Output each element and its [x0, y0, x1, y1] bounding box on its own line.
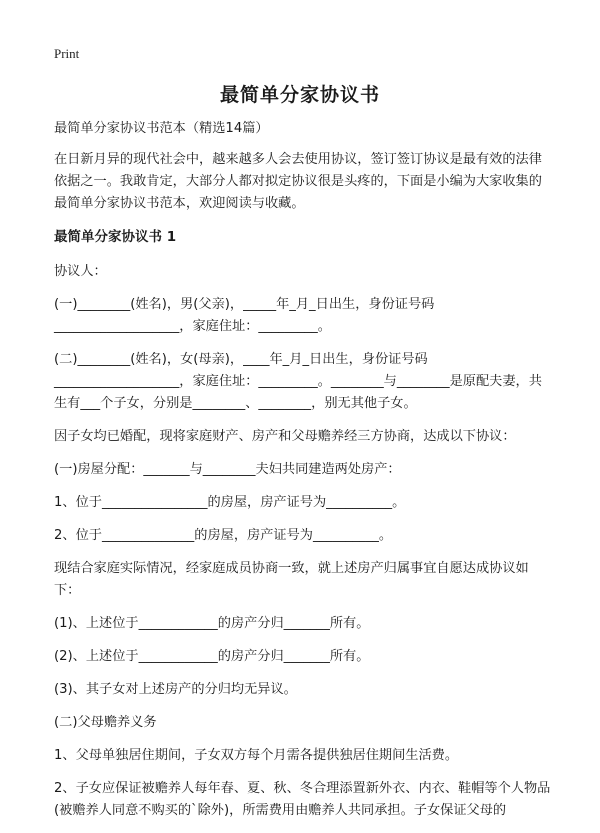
document-body — [54, 118, 552, 833]
section-heading: 最简单分家协议书 1 — [54, 229, 177, 245]
paragraph-support-2: 2、子女应保证被赡养人每年春、夏、秋、冬合理添置新外衣、内衣、鞋帽等个人物品(被赡养人同意不购买的`除外)，所需费用由赡养人共同承担。子女保证父母的 — [54, 781, 551, 818]
paragraph-father: (一)________(姓名)，男(父亲)，_____年_月_日出生，身份证号码___________________，家庭住址：_________。 — [54, 297, 435, 334]
paragraph-house-1: 1、位于________________的房屋，房产证号为__________。 — [54, 495, 406, 510]
paragraph-support-heading: (二)父母赡养义务 — [54, 715, 157, 730]
paragraph-consensus: 现结合家庭实际情况，经家庭成员协商一致，就上述房产归属事宜自愿达成协议如下： — [54, 561, 529, 598]
paragraph-clause-1: (1)、上述位于____________的房产分归_______所有。 — [54, 616, 370, 631]
paragraph-mother: (二)________(姓名)，女(母亲)，____年_月_日出生，身份证号码___________________，家庭住址：_________。________与________是原配夫妻，共生有___个子女，分别是________、________，别无其他子女。 — [54, 352, 542, 411]
paragraph-house-allocation: (一)房屋分配：_______与________夫妇共同建造两处房产： — [54, 462, 401, 477]
paragraph-clause-2: (2)、上述位于____________的房产分归_______所有。 — [54, 649, 370, 664]
document-subtitle: 最简单分家协议书范本（精选14篇） — [54, 121, 269, 136]
paragraph-house-2: 2、位于______________的房屋，房产证号为__________。 — [54, 528, 393, 543]
paragraph-agreement-intro: 因子女均已婚配，现将家庭财产、房产和父母赡养经三方协商，达成以下协议： — [54, 429, 516, 444]
paragraph-support-1: 1、父母单独居住期间，子女双方每个月需各提供独居住期间生活费。 — [54, 748, 459, 763]
print-link[interactable]: Print — [54, 46, 80, 61]
paragraph-parties-label: 协议人： — [54, 264, 107, 279]
paragraph-clause-3: (3)、其子女对上述房产的分归均无异议。 — [54, 682, 297, 697]
intro-paragraph: 在日新月异的现代社会中，越来越多人会去使用协议，签订签订协议是最有效的法律依据之一。我敢肯定，大部分人都对拟定协议很是头疼的，下面是小编为大家收集的最简单分家协议书范本，欢迎阅读与收藏。 — [54, 152, 542, 211]
document-title: 最简单分家协议书 — [219, 84, 380, 106]
